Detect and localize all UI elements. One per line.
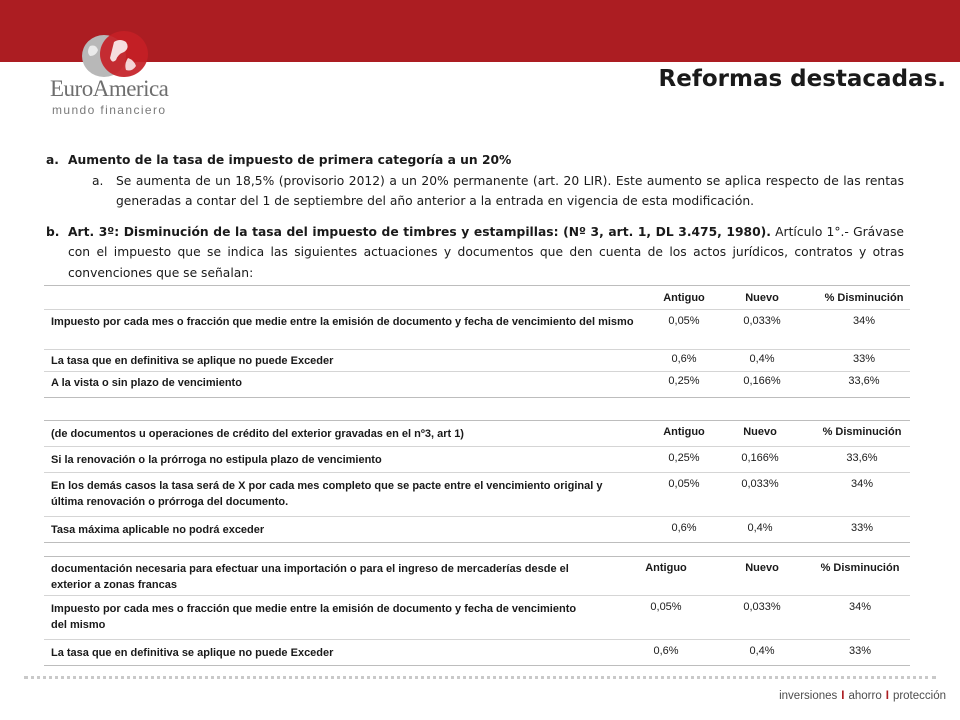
row-nuevo: 0,166% bbox=[743, 375, 781, 387]
main-content bbox=[46, 150, 904, 283]
header-antiguo: Antiguo bbox=[663, 292, 705, 304]
row-nuevo: 0,166% bbox=[741, 452, 779, 464]
row-disminucion: 34% bbox=[848, 601, 872, 613]
table-row bbox=[44, 447, 910, 473]
row-antiguo: 0,25% bbox=[668, 452, 700, 464]
row-desc: Impuesto por cada mes o fracción que medie entre la emisión de documento y fecha de vencimiento del mismo bbox=[51, 316, 634, 328]
table-row bbox=[44, 517, 910, 543]
brand-name: EuroAmerica bbox=[50, 76, 169, 101]
table-row bbox=[44, 310, 910, 350]
header-disminucion: % Disminución bbox=[820, 562, 900, 574]
globe-icon bbox=[66, 30, 156, 78]
list-item-b bbox=[46, 222, 904, 284]
row-disminucion: 33% bbox=[850, 522, 874, 534]
dotted-divider bbox=[24, 676, 936, 680]
row-disminucion: 33,6% bbox=[848, 375, 880, 387]
table-header-row bbox=[44, 420, 910, 447]
header-disminucion: % Disminución bbox=[824, 292, 904, 304]
table-row bbox=[44, 372, 910, 398]
tax-table-2 bbox=[44, 420, 910, 543]
row-antiguo: 0,6% bbox=[671, 353, 697, 365]
header-nuevo: Nuevo bbox=[745, 292, 779, 304]
footer-word-3: protección bbox=[892, 690, 946, 702]
brand-tagline: mundo financiero bbox=[52, 103, 167, 117]
row-antiguo: 0,05% bbox=[668, 315, 700, 327]
row-antiguo: 0,05% bbox=[668, 478, 700, 490]
table-row bbox=[44, 350, 910, 372]
header-desc: (de documentos u operaciones de crédito del exterior gravadas en el nº3, art 1) bbox=[51, 428, 464, 440]
header-disminucion: % Disminución bbox=[822, 426, 902, 438]
header-nuevo: Nuevo bbox=[743, 426, 777, 438]
footer-separator: I bbox=[885, 690, 889, 702]
sub-item-text: Se aumenta de un 18,5% (provisorio 2012) a un 20% permanente (art. 20 LIR). Este aumento se aplica respecto de las rentas generadas a contar del 1 de septiembre del año anterior a la entrada en vigencia de esta modificación. bbox=[116, 173, 904, 208]
row-nuevo: 0,4% bbox=[749, 645, 775, 657]
row-nuevo: 0,033% bbox=[743, 601, 781, 613]
row-desc: Si la renovación o la prórroga no estipula plazo de vencimiento bbox=[51, 454, 382, 466]
row-desc: Tasa máxima aplicable no podrá exceder bbox=[51, 524, 265, 536]
row-desc: Impuesto por cada mes o fracción que medie entre la emisión de documento y fecha de vencimiento del mismo bbox=[51, 603, 577, 631]
row-disminucion: 33% bbox=[848, 645, 872, 657]
header-antiguo: Antiguo bbox=[645, 562, 687, 574]
row-disminucion: 33,6% bbox=[846, 452, 878, 464]
table-row bbox=[44, 596, 910, 640]
item-heading: Art. 3º: Disminución de la tasa del impuesto de timbres y estampillas: (Nº 3, art. 1, DL 3.475, 1980). bbox=[68, 224, 771, 239]
item-heading: Aumento de la tasa de impuesto de primera categoría a un 20% bbox=[68, 153, 512, 167]
row-antiguo: 0,25% bbox=[668, 375, 700, 387]
row-desc: A la vista o sin plazo de vencimiento bbox=[51, 377, 242, 389]
footer-word-1: inversiones bbox=[779, 690, 838, 702]
footer-tagline bbox=[779, 690, 946, 702]
row-antiguo: 0,6% bbox=[653, 645, 679, 657]
row-nuevo: 0,033% bbox=[743, 315, 781, 327]
tax-table-3 bbox=[44, 556, 910, 666]
header-nuevo: Nuevo bbox=[745, 562, 779, 574]
list-item-a bbox=[46, 150, 904, 212]
table-header-row bbox=[44, 285, 910, 310]
tax-table-1 bbox=[44, 285, 910, 398]
table-header-row bbox=[44, 556, 910, 596]
table-row bbox=[44, 640, 910, 666]
table-row bbox=[44, 473, 910, 517]
row-desc: La tasa que en definitiva se aplique no puede Exceder bbox=[51, 355, 334, 367]
footer-separator: I bbox=[841, 690, 845, 702]
header-antiguo: Antiguo bbox=[663, 426, 705, 438]
brand-logo bbox=[44, 30, 194, 117]
row-desc: La tasa que en definitiva se aplique no puede Exceder bbox=[51, 647, 334, 659]
page-title: Reformas destacadas. bbox=[658, 66, 946, 92]
row-desc: En los demás casos la tasa será de X por cada mes completo que se pacte entre el vencimiento original y última renovación o prórroga del documento. bbox=[51, 480, 603, 508]
row-disminucion: 34% bbox=[852, 315, 876, 327]
row-disminucion: 33% bbox=[852, 353, 876, 365]
row-antiguo: 0,05% bbox=[650, 601, 682, 613]
row-nuevo: 0,4% bbox=[749, 353, 775, 365]
row-nuevo: 0,033% bbox=[741, 478, 779, 490]
sub-item bbox=[68, 171, 904, 212]
list-marker: b. bbox=[46, 224, 60, 239]
row-disminucion: 34% bbox=[850, 478, 874, 490]
header-desc: documentación necesaria para efectuar una importación o para el ingreso de mercaderías desde el exterior a zonas francas bbox=[51, 563, 569, 591]
footer-word-2: ahorro bbox=[848, 690, 882, 702]
list-marker: a. bbox=[46, 153, 59, 167]
sub-marker: a. bbox=[92, 173, 104, 188]
row-antiguo: 0,6% bbox=[671, 522, 697, 534]
item-text: Artículo 1°.- Grávase con el impuesto que se indica las siguientes actuaciones y documentos que den cuenta de los actos jurídicos, contratos y otras convenciones que se señalan: bbox=[68, 224, 904, 280]
row-nuevo: 0,4% bbox=[747, 522, 773, 534]
